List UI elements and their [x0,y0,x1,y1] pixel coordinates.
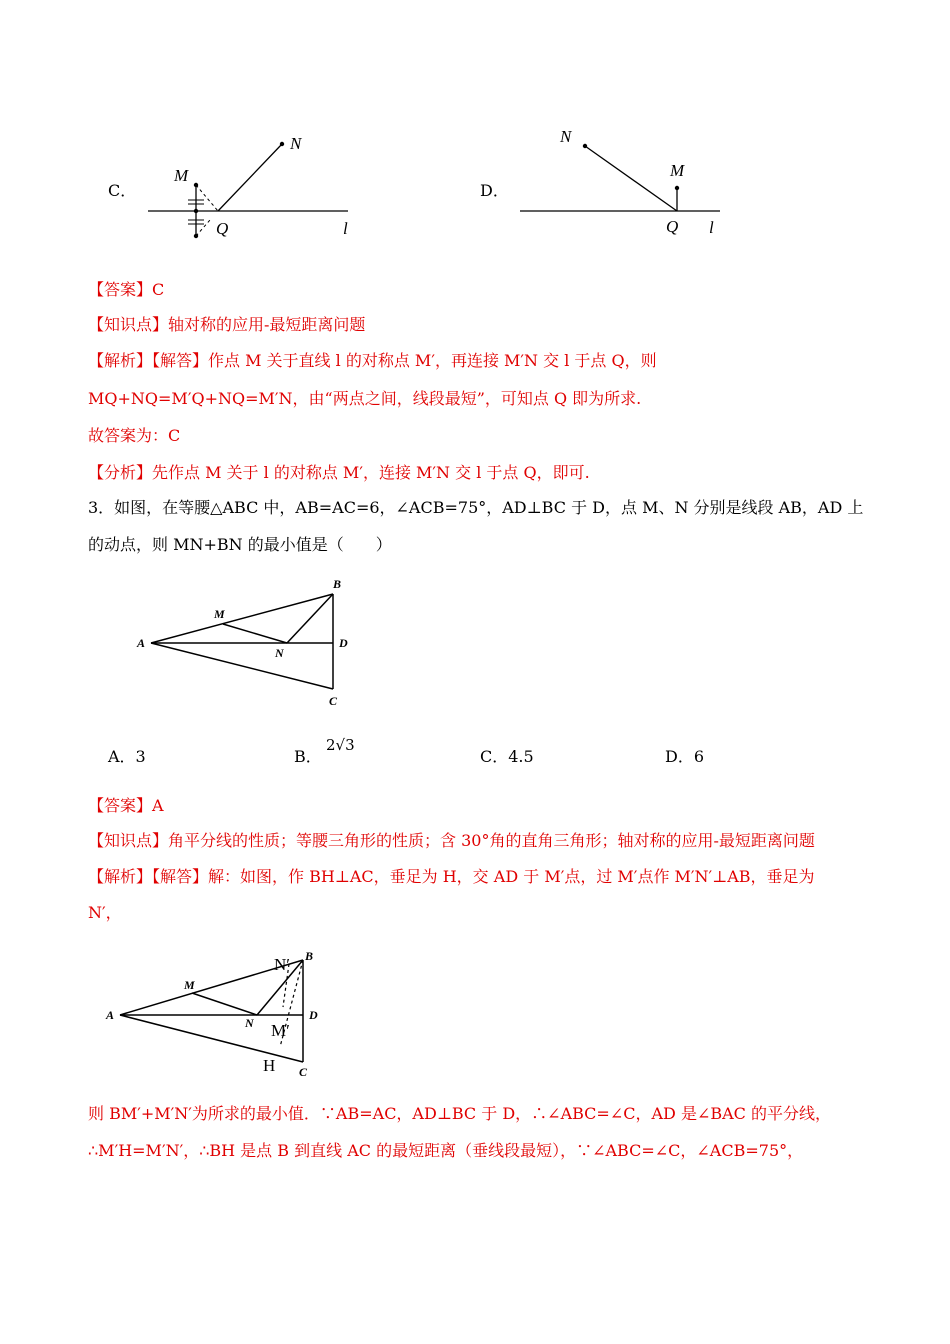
label-n-prime: N′ [274,955,290,974]
label-c: C [299,1065,308,1079]
label-a: A [106,1008,115,1022]
segment-mn [192,993,257,1015]
label-n: N [275,646,284,660]
label-b: B [333,577,342,591]
option-b: B． [294,747,322,766]
option-c: C．4.5 [480,747,534,766]
label-m: M [214,607,225,621]
label-n: N [245,1016,254,1030]
q2-analysis-line1: 【解析】【解答】作点 M 关于直线 l 的对称点 M′，再连接 M′N 交 l 于点 Q，则 [88,351,657,370]
option-a: A．3 [108,747,146,766]
label-n: N [290,134,302,153]
label-l: l [709,218,714,237]
option-b-value: 2√3 [326,736,355,754]
figure-option-d [510,120,740,245]
q3-after-line1: 则 BM′+M′N′为所求的最小值．∵AB=AC，AD⊥BC 于 D，∴∠ABC=∠C，AD 是∠BAC 的平分线， [88,1104,831,1123]
q3-stem-line1: 3．如图，在等腰△ABC 中，AB=AC=6，∠ACB=75°，AD⊥BC 于 D，点 M、N 分别是线段 AB，AD 上 [88,498,864,517]
q2-final-answer: 故答案为：C [88,426,181,445]
point-n [280,142,284,146]
q3-solution-figure [100,945,330,1080]
segment-mn [223,624,287,643]
q3-analysis-line2: N′， [88,903,122,922]
q3-after-line2: ∴M′H=M′N′，∴BH 是点 B 到直线 AC 的最短距离（垂线段最短），∵∠ABC=∠C，∠ACB=75°， [88,1141,804,1160]
label-c: C [329,694,338,708]
segment-nb [287,594,333,643]
q3-stem-line2: 的动点，则 MN+BN 的最小值是（ ） [88,535,392,554]
segment-qn [218,144,282,211]
label-q: Q [216,219,229,238]
label-m: M [174,166,189,185]
q3-knowledge: 【知识点】角平分线的性质；等腰三角形的性质；含 30°角的直角三角形；轴对称的应用-最短距离问题 [88,831,815,850]
q3-analysis-line1: 【解析】【解答】解：如图，作 BH⊥AC，垂足为 H，交 AD 于 M′点，过 M′点作 M′N′⊥AB，垂足为 [88,867,815,886]
label-m-prime: M′ [271,1021,290,1040]
label-b: B [305,949,314,963]
label-h: H [263,1056,276,1075]
option-d: D．6 [665,747,705,766]
figure-option-c [140,130,370,245]
q3-answer: 【答案】A [88,796,164,815]
label-q: Q [666,217,679,236]
label-d: D [309,1008,318,1022]
q2-knowledge: 【知识点】轴对称的应用-最短距离问题 [88,315,366,334]
segment-ab [151,594,333,643]
option-c-label: C． [108,181,137,200]
segment-nq [585,146,677,211]
q2-answer: 【答案】C [88,280,165,299]
label-d: D [339,636,348,650]
q2-analysis-line2: MQ+NQ=M′Q+NQ=M′N，由“两点之间，线段最短”，可知点 Q 即为所求. [88,389,642,408]
q3-figure-triangle [130,575,360,710]
label-m: M [670,161,685,180]
point-m [675,186,679,190]
label-l: l [343,219,348,238]
q2-note: 【分析】先作点 M 关于 l 的对称点 M′，连接 M′N 交 l 于点 Q，即可. [88,463,590,482]
label-m: M [184,978,195,992]
option-d-label: D． [480,181,509,200]
segment-ac [151,643,333,689]
label-a: A [137,636,146,650]
point-n [583,144,587,148]
label-n: N [560,127,572,146]
